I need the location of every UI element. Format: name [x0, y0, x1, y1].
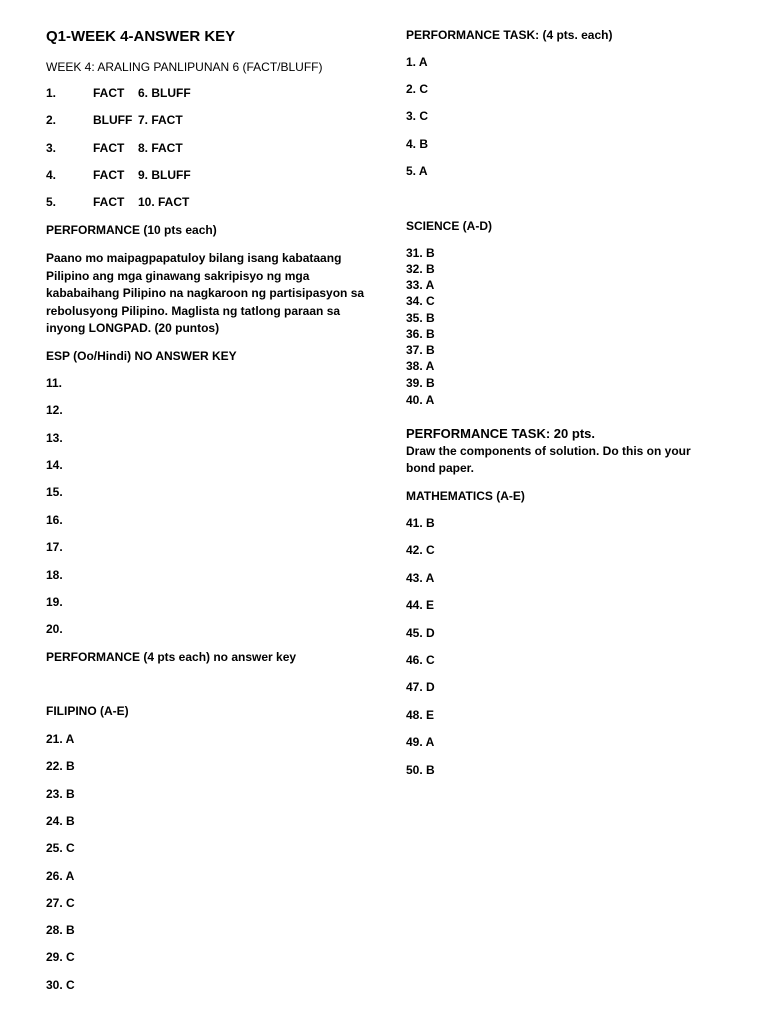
list-item: 27. C — [46, 896, 75, 910]
performance2-heading: PERFORMANCE (4 pts each) no answer key — [46, 650, 297, 664]
text-line: Paano mo maipagpapatuloy bilang isang kabataang — [46, 251, 342, 265]
list-item: 17. — [46, 540, 63, 554]
list-item: 15. — [46, 485, 63, 499]
list-item: 39. B — [406, 376, 435, 390]
list-item: 49. A — [406, 735, 435, 749]
list-item: 41. B — [406, 516, 435, 530]
list-item: 31. B — [406, 246, 435, 260]
item-number: 3. — [46, 141, 57, 155]
answer-b: 7. FACT — [138, 113, 183, 127]
list-item: 18. — [46, 568, 63, 582]
list-item: 16. — [46, 513, 63, 527]
answer-b: 8. FACT — [138, 141, 183, 155]
performance-task2-heading: PERFORMANCE TASK: 20 pts. — [406, 426, 595, 441]
list-item: 40. A — [406, 393, 435, 407]
text-line: Pilipino ang mga ginawang sakripisyo ng mga — [46, 268, 310, 283]
answer-a: FACT — [93, 168, 125, 182]
list-item: 47. D — [406, 680, 435, 694]
list-item: 48. E — [406, 708, 435, 722]
list-item: 35. B — [406, 311, 435, 325]
text-line: kababaihang Pilipino na nagkaroon ng partisipasyon sa — [46, 286, 365, 300]
list-item: 34. C — [406, 294, 435, 308]
list-item: 32. B — [406, 262, 435, 276]
answer-b: 9. BLUFF — [138, 168, 191, 182]
list-item: 46. C — [406, 653, 435, 667]
list-item: 4. B — [406, 137, 429, 151]
list-item: 19. — [46, 595, 63, 609]
list-item: 14. — [46, 458, 63, 472]
list-item: 42. C — [406, 543, 435, 557]
item-number: 1. — [46, 86, 57, 100]
list-item: 11. — [46, 376, 63, 390]
performance-text — [46, 250, 364, 338]
list-item: 5. A — [406, 164, 428, 178]
esp-heading: ESP (Oo/Hindi) NO ANSWER KEY — [46, 349, 237, 363]
performance-task-heading: PERFORMANCE TASK: (4 pts. each) — [406, 28, 613, 42]
list-item: 37. B — [406, 343, 435, 357]
answer-a: BLUFF — [93, 113, 133, 127]
math-heading: MATHEMATICS (A-E) — [406, 489, 525, 503]
list-item: 1. A — [406, 55, 428, 69]
answer-a: FACT — [93, 86, 125, 100]
list-item: 23. B — [46, 787, 75, 801]
list-item: 50. B — [406, 763, 435, 777]
list-item: 20. — [46, 622, 63, 636]
list-item: 22. B — [46, 759, 75, 773]
list-item: 13. — [46, 431, 63, 445]
text-line: rebolusyong Pilipino. Maglista ng tatlong paraan sa — [46, 303, 341, 318]
answer-b: 6. BLUFF — [138, 86, 191, 100]
list-item: 25. C — [46, 841, 75, 855]
answer-b: 10. FACT — [138, 195, 190, 209]
list-item: 44. E — [406, 598, 435, 612]
item-number: 2. — [46, 113, 57, 127]
list-item: 24. B — [46, 814, 75, 828]
list-item: 30. C — [46, 978, 75, 992]
list-item: 12. — [46, 403, 63, 417]
page-title: Q1-WEEK 4-ANSWER KEY — [46, 28, 236, 45]
list-item: 36. B — [406, 327, 435, 341]
list-item: 33. A — [406, 278, 435, 292]
text-line: inyong LONGPAD. (20 puntos) — [46, 321, 220, 335]
performance-heading: PERFORMANCE (10 pts each) — [46, 223, 217, 237]
list-item: 21. A — [46, 732, 75, 746]
list-item: 3. C — [406, 109, 429, 123]
list-item: 43. A — [406, 571, 435, 585]
list-item: 45. D — [406, 626, 435, 640]
performance-task2-line: bond paper. — [406, 461, 475, 475]
list-item: 2. C — [406, 82, 429, 96]
list-item: 38. A — [406, 359, 435, 373]
answer-a: FACT — [93, 195, 125, 209]
performance-task2-line: Draw the components of solution. Do this on your — [406, 444, 691, 458]
list-item: 26. A — [46, 869, 75, 883]
answer-a: FACT — [93, 141, 125, 155]
filipino-heading: FILIPINO (A-E) — [46, 704, 129, 718]
item-number: 5. — [46, 195, 57, 209]
science-heading: SCIENCE (A-D) — [406, 219, 492, 233]
item-number: 4. — [46, 168, 57, 182]
list-item: 28. B — [46, 923, 75, 937]
week-subtitle: WEEK 4: ARALING PANLIPUNAN 6 (FACT/BLUFF) — [46, 60, 323, 74]
list-item: 29. C — [46, 950, 75, 964]
